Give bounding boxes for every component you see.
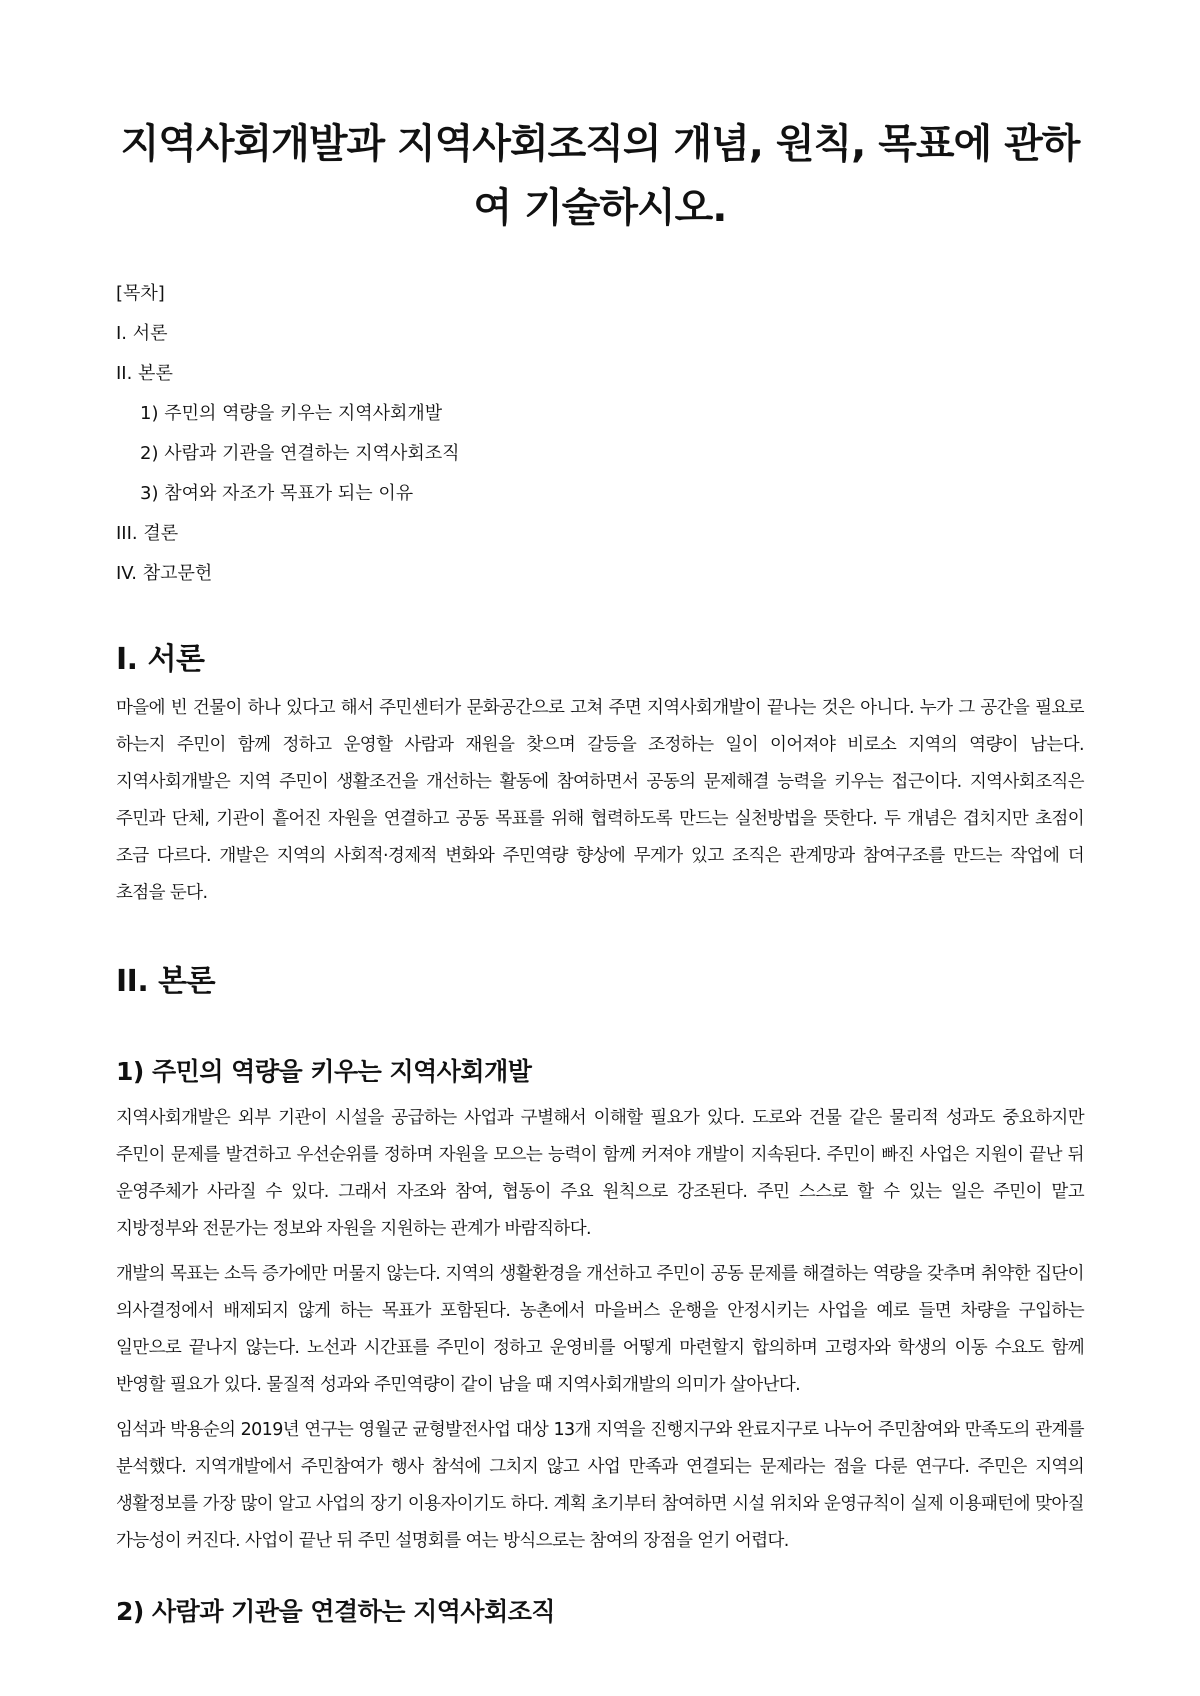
toc-item-conclusion: III. 결론 [116,523,179,544]
subsection-1-paragraph-3: 임석과 박용순의 2019년 연구는 영월군 균형발전사업 대상 13개 지역을 진행지구와 완료지구로 나누어 주민참여와 만족도의 관계를 분석했다. 지역개발에서 주민참여가 행사 참석에 그치지 않고 사업 만족과 연결되는 문제라는 점을 다룬 연구다. 주민은 지역의 생활정보를 가장 많이 알고 사업의 장기 이용자이기도 하다. 계획 초기부터 참여하면 시설 위치와 운영규칙이 실제 이용패턴에 맞아질 가능성이 커진다. 사업이 끝난 뒤 주민 설명회를 여는 방식으로는 참여의 장점을 얻기 어렵다. [116,1420,1084,1551]
intro-paragraph: 마을에 빈 건물이 하나 있다고 해서 주민센터가 문화공간으로 고쳐 주면 지역사회개발이 끝나는 것은 아니다. 누가 그 공간을 필요로 하는지 주민이 함께 정하고 운영할 사람과 재원을 찾으며 갈등을 조정하는 일이 이어져야 비로소 지역의 역량이 남는다. 지역사회개발은 지역 주민이 생활조건을 개선하는 활동에 참여하면서 공동의 문제해결 능력을 키우는 접근이다. 지역사회조직은 주민과 단체, 기관이 흩어진 자원을 연결하고 공동 목표를 위해 협력하도록 만드는 실천방법을 뜻한다. 두 개념은 겹치지만 초점이 조금 다르다. 개발은 지역의 사회적·경제적 변화와 주민역량 향상에 무게가 있고 조직은 관계망과 참여구조를 만드는 작업에 더 초점을 둔다. [116,698,1084,903]
table-of-contents [116,274,1084,594]
toc-item-references: IV. 참고문헌 [116,563,213,584]
section-heading-intro: I. 서론 [116,642,205,677]
subsection-1-paragraph-2: 개발의 목표는 소득 증가에만 머물지 않는다. 지역의 생활환경을 개선하고 주민이 공동 문제를 해결하는 역량을 갖추며 취약한 집단이 의사결정에서 배제되지 않게 하는 목표가 포함된다. 농촌에서 마을버스 운행을 안정시키는 사업을 예로 들면 차량을 구입하는 일만으로 끝나지 않는다. 노선과 시간표를 주민이 정하고 운영비를 어떻게 마련할지 합의하며 고령자와 학생의 이동 수요도 함께 반영할 필요가 있다. 물질적 성과와 주민역량이 같이 남을 때 지역사회개발의 의미가 살아난다. [116,1264,1084,1395]
subsection-heading-2: 2) 사람과 기관을 연결하는 지역사회조직 [116,1597,556,1626]
document-title: 지역사회개발과 지역사회조직의 개념, 원칙, 목표에 관하여 기술하시오. [120,121,1080,231]
toc-item-body: II. 본론 [116,363,173,384]
subsection-1-paragraph-1: 지역사회개발은 외부 기관이 시설을 공급하는 사업과 구별해서 이해할 필요가 있다. 도로와 건물 같은 물리적 성과도 중요하지만 주민이 문제를 발견하고 우선순위를 정하며 자원을 모으는 능력이 함께 커져야 개발이 지속된다. 주민이 빠진 사업은 지원이 끝난 뒤 운영주체가 사라질 수 있다. 그래서 자조와 참여, 협동이 주요 원칙으로 강조된다. 주민 스스로 할 수 있는 일은 주민이 맡고 지방정부와 전문가는 정보와 자원을 지원하는 관계가 바람직하다. [116,1108,1084,1239]
toc-subitem-3: 3) 참여와 자조가 목표가 되는 이유 [140,483,414,504]
toc-subitem-1: 1) 주민의 역량을 키우는 지역사회개발 [140,403,443,424]
subsection-heading-1: 1) 주민의 역량을 키우는 지역사회개발 [116,1057,532,1086]
toc-subitem-2: 2) 사람과 기관을 연결하는 지역사회조직 [140,443,460,464]
section-heading-body: II. 본론 [116,964,216,999]
toc-heading: [목차] [116,283,165,304]
toc-item-intro: I. 서론 [116,323,168,344]
